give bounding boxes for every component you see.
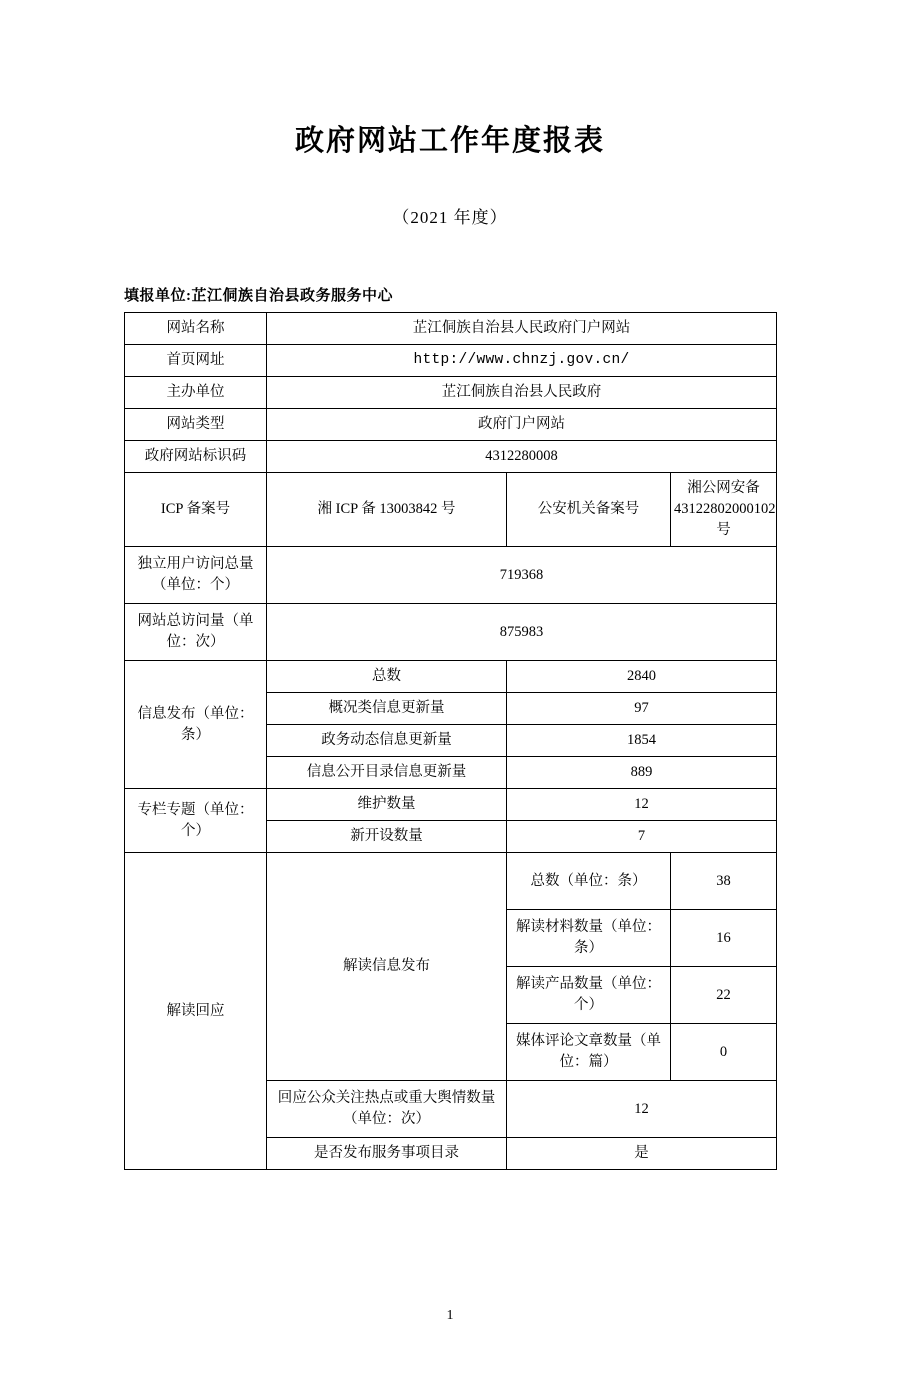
gov-code-label: 政府网站标识码: [125, 441, 267, 473]
police-record-value: 湘公网安备 43122802000102 号: [671, 473, 777, 547]
page-title: 政府网站工作年度报表: [294, 125, 605, 157]
table-row: [125, 547, 777, 604]
interpretation-item-value: 22: [671, 967, 777, 1024]
interpretation-publish-label: 解读信息发布: [267, 853, 507, 1081]
table-row: [125, 473, 777, 547]
document-page: [0, 118, 900, 1390]
interpretation-item-value: 16: [671, 910, 777, 967]
info-publish-item-label: 总数: [267, 661, 507, 693]
table-row: [125, 441, 777, 473]
column-topic-item-value: 12: [507, 789, 777, 821]
interpretation-label: 解读回应: [125, 853, 267, 1170]
column-topic-item-label: 维护数量: [267, 789, 507, 821]
info-publish-item-value: 2840: [507, 661, 777, 693]
info-publish-item-value: 97: [507, 693, 777, 725]
total-visits-value: 875983: [267, 604, 777, 661]
info-publish-label: 信息发布（单位：条）: [125, 661, 267, 789]
table-row: [125, 853, 777, 910]
info-publish-item-label: 政务动态信息更新量: [267, 725, 507, 757]
interpretation-item-value: 0: [671, 1024, 777, 1081]
info-publish-item-value: 1854: [507, 725, 777, 757]
interpretation-item-label: 解读产品数量（单位：个）: [507, 967, 671, 1024]
table-row: [125, 409, 777, 441]
site-name-value: 芷江侗族自治县人民政府门户网站: [267, 313, 777, 345]
interpretation-item-label: 总数（单位：条）: [507, 853, 671, 910]
table-row: [125, 377, 777, 409]
interpretation-item-label: 解读材料数量（单位：条）: [507, 910, 671, 967]
gov-code-value: 4312280008: [267, 441, 777, 473]
unique-visitors-value: 719368: [267, 547, 777, 604]
icp-label: ICP 备案号: [125, 473, 267, 547]
column-topic-label: 专栏专题（单位：个）: [125, 789, 267, 853]
hotspot-response-label: 回应公众关注热点或重大舆情数量（单位：次）: [267, 1081, 507, 1138]
table-row: [125, 604, 777, 661]
icp-value: 湘 ICP 备 13003842 号: [267, 473, 507, 547]
service-catalog-value: 是: [507, 1138, 777, 1170]
interpretation-item-value: 38: [671, 853, 777, 910]
annual-report-table: [124, 312, 777, 1170]
info-publish-item-label: 概况类信息更新量: [267, 693, 507, 725]
table-row: [125, 661, 777, 693]
unique-visitors-label: 独立用户访问总量（单位：个）: [125, 547, 267, 604]
homepage-value: http://www.chnzj.gov.cn/: [267, 345, 777, 377]
site-name-label: 网站名称: [125, 313, 267, 345]
info-publish-item-label: 信息公开目录信息更新量: [267, 757, 507, 789]
site-type-value: 政府门户网站: [267, 409, 777, 441]
page-subtitle: （2021 年度）: [392, 208, 508, 227]
service-catalog-label: 是否发布服务事项目录: [267, 1138, 507, 1170]
police-record-label: 公安机关备案号: [507, 473, 671, 547]
filler-unit-label: 填报单位:芷江侗族自治县政务服务中心: [124, 288, 393, 304]
column-topic-item-value: 7: [507, 821, 777, 853]
table-row: [125, 789, 777, 821]
page-number: 1: [446, 1308, 454, 1323]
table-row: [125, 313, 777, 345]
homepage-label: 首页网址: [125, 345, 267, 377]
total-visits-label: 网站总访问量（单位：次）: [125, 604, 267, 661]
interpretation-item-label: 媒体评论文章数量（单位：篇）: [507, 1024, 671, 1081]
column-topic-item-label: 新开设数量: [267, 821, 507, 853]
hotspot-response-value: 12: [507, 1081, 777, 1138]
sponsor-value: 芷江侗族自治县人民政府: [267, 377, 777, 409]
table-row: [125, 345, 777, 377]
sponsor-label: 主办单位: [125, 377, 267, 409]
site-type-label: 网站类型: [125, 409, 267, 441]
info-publish-item-value: 889: [507, 757, 777, 789]
